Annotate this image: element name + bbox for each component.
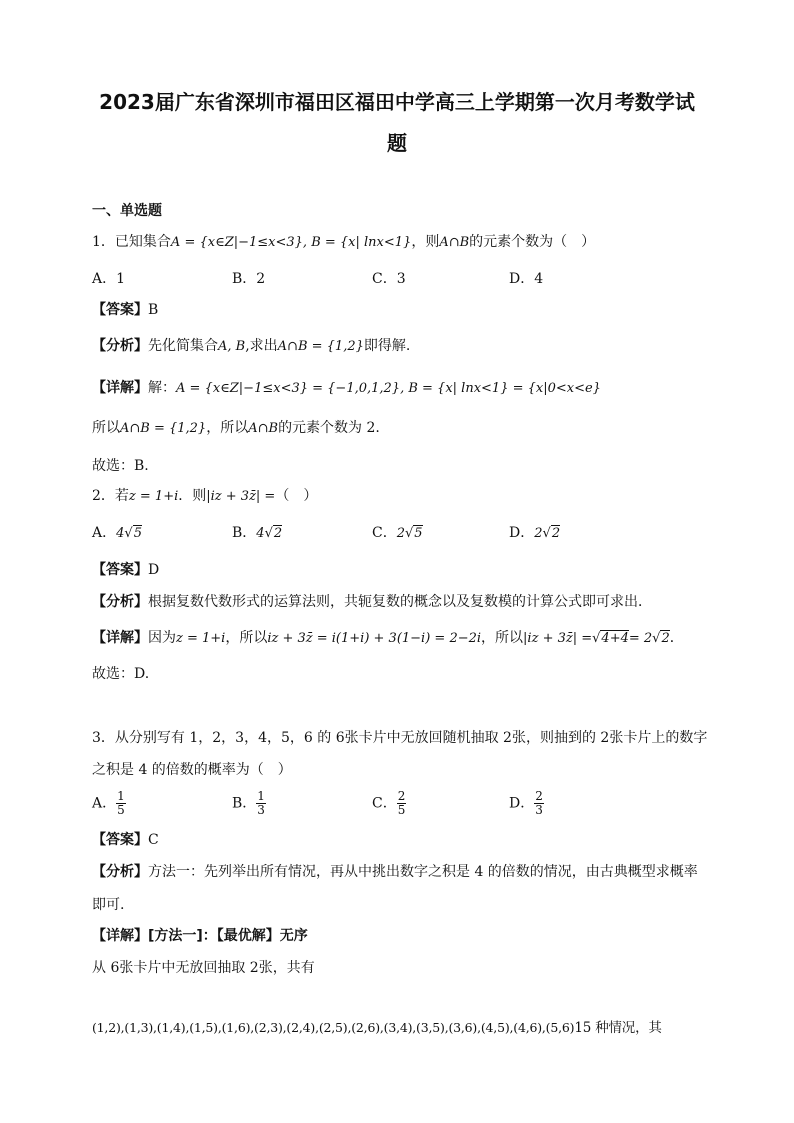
q3-analysis-text: 方法一：先列举出所有情况，再从中挑出数字之积是 4 的倍数的情况，由古典概型求概率 (148, 864, 698, 880)
q1-detail-pre: 解： (148, 380, 176, 396)
q2-detail-mid2: ，所以 (481, 630, 524, 646)
q3-analysis (92, 862, 698, 882)
q2-math-z: z = 1+i (128, 489, 179, 504)
q1-analysis-math1: A, B (218, 339, 246, 354)
q2-detail: 【详解】因为z = 1+i，所以iz + 3z̄ = i(1+i) + 3(1−i) = 2−2i，所以|iz + 3z̄| =√4+4= 2√2． (92, 630, 684, 646)
q3-analysis-line2: 即可. (92, 897, 125, 913)
detail-label: 【详解】 (92, 380, 148, 396)
q1-option-a: A．1 (92, 271, 126, 287)
q1-option-d: D．4 (509, 271, 544, 287)
q2-option-b: B．4√2 (232, 525, 283, 541)
q2-prefix: 2．若 (92, 488, 129, 504)
q1-stem (92, 232, 595, 253)
q1-answer (92, 300, 158, 320)
analysis-label: 【分析】 (92, 864, 148, 880)
doc-title-line1: 2023届广东省深圳市福田区福田中学高三上学期第一次月考数学试 (99, 90, 695, 114)
q1-detail-math: A = {x∈Z|−1≤x<3} = {−1,0,1,2}, B = {x| lnx<1} = {x|0<x<e} (176, 381, 601, 396)
q1-sets: A = {x∈Z|−1≤x<3}, B = {x| lnx<1} (170, 235, 412, 250)
q3-answer (92, 830, 159, 850)
q2-detail-pre: 因为 (148, 630, 176, 646)
q1-analysis-mid: ,求出 (245, 338, 278, 354)
q2-conclusion: 故选：D. (92, 666, 150, 682)
q2-detail-result: = 2 (628, 631, 653, 646)
q2-analysis (92, 592, 652, 612)
q2-detail-mid: ，所以 (225, 630, 268, 646)
q2-answer (92, 560, 159, 580)
q1-line2-math1: A∩B = {1,2} (120, 421, 207, 436)
answer-label: 【答案】 (92, 832, 148, 848)
q3-option-a: A． $\frac{1}{5}$ (92, 789, 125, 817)
detail-label: 【详解】 (92, 630, 148, 646)
q1-analysis-text: 先化简集合 (148, 338, 218, 354)
q3-stem-line2: 之积是 4 的倍数的概率为（ ） (92, 762, 292, 778)
q2-suffix: （ ） (275, 488, 318, 504)
q2-detail-rad2: 2 (661, 631, 670, 646)
q1-analysis-math2: A∩B = {1,2} (277, 339, 364, 354)
q2-math-abs: |iz + 3z̄| = (206, 489, 276, 504)
q3-pairs-line (92, 1018, 662, 1038)
q1-analysis (92, 336, 410, 357)
q1-suffix: 的元素个数为（ ） (469, 234, 596, 250)
q2-detail-end: ． (669, 630, 684, 646)
q2-detail-math1: z = 1+i (176, 631, 226, 646)
detail-label: 【详解】 (92, 928, 148, 944)
q3-option-d: D． $\frac{2}{3}$ (509, 789, 543, 817)
q3-pairs: (1,2),(1,3),(1,4),(1,5),(1,6),(2,3),(2,4),(2,5),(2,6),(3,4),(3,5),(3,6),(4,5),(4,6),(5,6) (92, 1020, 575, 1035)
q1-detail-line2 (92, 418, 380, 439)
q1-detail (92, 378, 601, 399)
q2-mid: ．则 (178, 488, 207, 504)
q3-detail-heading (92, 926, 308, 946)
q3-answer-value: C (148, 832, 159, 848)
q2-stem (92, 486, 317, 507)
q3-pairs-tail: 15 种情况，其 (574, 1020, 662, 1036)
q1-prefix: 1．已知集合 (92, 234, 171, 250)
q2-answer-value: D (148, 562, 160, 578)
q2-detail-rad: 4+4 (601, 631, 629, 646)
q2-detail-math2: iz + 3z̄ = i(1+i) + 3(1−i) = 2−2i (267, 631, 482, 646)
q1-line2-math2: A∩B (248, 421, 279, 436)
q1-analysis-post: 即得解. (363, 338, 411, 354)
q1-intersection: A∩B (439, 235, 470, 250)
section-heading: 一、单选题 (92, 203, 162, 219)
q1-conclusion: 故选：B. (92, 458, 149, 474)
q1-option-c: C．3 (372, 271, 406, 287)
q1-suffix-pre: ，则 (411, 234, 440, 250)
analysis-label: 【分析】 (92, 338, 148, 354)
q1-line2-mid: ，所以 (206, 420, 249, 436)
q3-option-b: B． $\frac{1}{3}$ (232, 789, 265, 817)
q1-line2-post: 的元素个数为 2. (278, 420, 380, 436)
q1-answer-value: B (148, 302, 159, 318)
doc-title-line2: 题 (387, 131, 407, 155)
q3-option-c: C． $\frac{2}{5}$ (372, 789, 406, 817)
q3-detail-line1: 从 6张卡片中无放回抽取 2张，共有 (92, 960, 315, 976)
answer-label: 【答案】 (92, 562, 148, 578)
q1-option-b: B．2 (232, 271, 266, 287)
q3-detail-heading-text: [方法一]：【最优解】无序 (148, 928, 308, 944)
q2-option-a: A．4√5 (92, 525, 142, 541)
analysis-label: 【分析】 (92, 594, 148, 610)
q2-analysis-text: 根据复数代数形式的运算法则，共轭复数的概念以及复数模的计算公式即可求出． (148, 594, 652, 610)
q1-line2-pre: 所以 (92, 420, 120, 436)
q2-option-c: C．2√5 (372, 525, 423, 541)
q2-option-d: D．2√2 (509, 525, 561, 541)
answer-label: 【答案】 (92, 302, 148, 318)
q2-detail-math3: |iz + 3z̄| = (523, 631, 593, 646)
q3-stem-line1: 3．从分别写有 1，2，3，4，5，6 的 6张卡片中无放回随机抽取 2张，则抽到的 2张卡片上的数字 (92, 730, 708, 746)
